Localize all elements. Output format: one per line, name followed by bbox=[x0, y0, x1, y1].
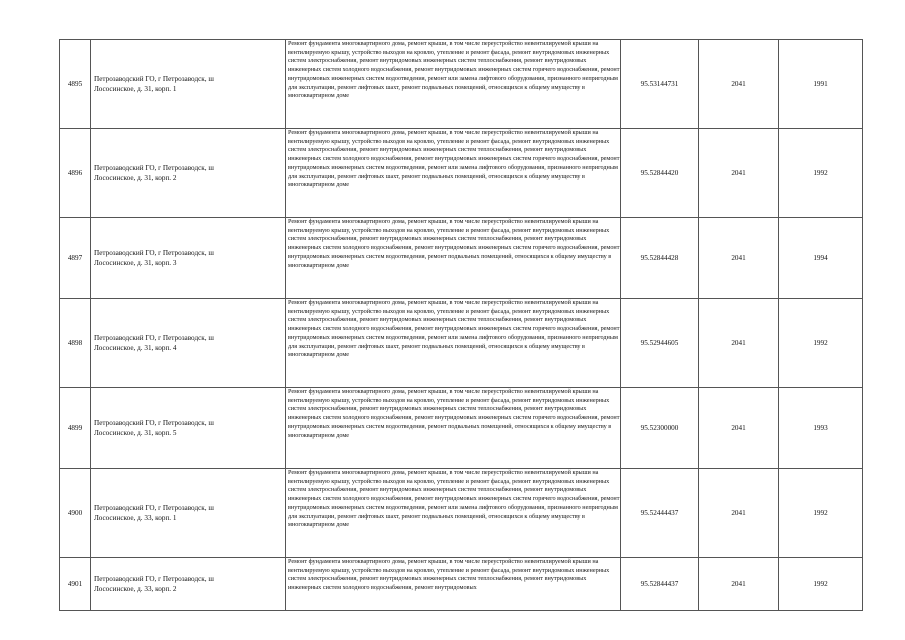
address-line: Петрозаводский ГО, г Петрозаводск, ш bbox=[94, 575, 214, 583]
address-cell bbox=[91, 299, 286, 388]
built-year-cell: 1992 bbox=[779, 558, 863, 611]
works-cell bbox=[286, 388, 621, 469]
table-row bbox=[60, 40, 863, 129]
works-text: Ремонт фундамента многоквартирного дома, ремонт крыши, в том числе переустройство невентилируемой крыши на вентилируемую крышу, устройство выходов на кровлю, утепление и ремонт фасада, ремонт внутридомовых инженерных систем электроснабжения, ремонт внутридомовых инженерных систем теплоснабжения, ремонт внутридомовых инженерных систем холодного водоснабжения, ремонт внутридомовых инженерных систем горячего водоснабжения, ремонт внутридомовых инженерных систем водоотведения, ремонт или замена лифтового оборудования, признанного непригодным для эксплуатации, ремонт лифтовых шахт, ремонт подвальных помещений, относящихся к общему имуществу в многоквартирном доме bbox=[288, 40, 620, 100]
works-cell bbox=[286, 218, 621, 299]
works-text: Ремонт фундамента многоквартирного дома, ремонт крыши, в том числе переустройство невентилируемой крыши на вентилируемую крышу, устройство выходов на кровлю, утепление и ремонт фасада, ремонт внутридомовых инженерных систем электроснабжения, ремонт внутридомовых инженерных систем теплоснабжения, ремонт внутридомовых инженерных систем холодного водоснабжения, ремонт внутридомовых инженерных систем горячего водоснабжения, ремонт внутридомовых инженерных систем водоотведения, ремонт или замена лифтового оборудования, признанного непригодным для эксплуатации, ремонт лифтовых шахт, ремонт подвальных помещений, относящихся к общему имуществу в многоквартирном доме bbox=[288, 129, 620, 189]
address-cell bbox=[91, 129, 286, 218]
address-line: Лососинское, д. 31, корп. 5 bbox=[94, 429, 177, 437]
row-number: 4895 bbox=[60, 40, 91, 129]
built-year-cell: 1992 bbox=[779, 129, 863, 218]
address-line: Петрозаводский ГО, г Петрозаводск, ш bbox=[94, 334, 214, 342]
table-row bbox=[60, 469, 863, 558]
year-cell: 2041 bbox=[699, 218, 779, 299]
year-cell: 2041 bbox=[699, 388, 779, 469]
year-cell: 2041 bbox=[699, 40, 779, 129]
works-text: Ремонт фундамента многоквартирного дома, ремонт крыши, в том числе переустройство невентилируемой крыши на вентилируемую крышу, устройство выходов на кровлю, утепление и ремонт фасада, ремонт внутридомовых инженерных систем электроснабжения, ремонт внутридомовых инженерных систем теплоснабжения, ремонт внутридомовых инженерных систем холодного водоснабжения, ремонт внутридомовых инженерных систем горячего водоснабжения, ремонт внутридомовых инженерных систем водоотведения, ремонт подвальных помещений, относящихся к общему имуществу в многоквартирном доме bbox=[288, 388, 620, 439]
built-year-cell: 1991 bbox=[779, 40, 863, 129]
address-line: Лососинское, д. 31, корп. 2 bbox=[94, 174, 177, 182]
year-cell: 2041 bbox=[699, 129, 779, 218]
cost-cell: 95.52944605 bbox=[621, 299, 699, 388]
works-text: Ремонт фундамента многоквартирного дома, ремонт крыши, в том числе переустройство невентилируемой крыши на вентилируемую крышу, устройство выходов на кровлю, утепление и ремонт фасада, ремонт внутридомовых инженерных систем электроснабжения, ремонт внутридомовых инженерных систем теплоснабжения, ремонт внутридомовых инженерных систем холодного водоснабжения, ремонт внутридомовых инженерных систем горячего водоснабжения, ремонт внутридомовых инженерных систем водоотведения, ремонт или замена лифтового оборудования, признанного непригодным для эксплуатации, ремонт лифтовых шахт, ремонт подвальных помещений, относящихся к общему имуществу в многоквартирном доме bbox=[288, 469, 620, 529]
works-text: Ремонт фундамента многоквартирного дома, ремонт крыши, в том числе переустройство невентилируемой крыши на вентилируемую крышу, устройство выходов на кровлю, утепление и ремонт фасада, ремонт внутридомовых инженерных систем электроснабжения, ремонт внутридомовых инженерных систем теплоснабжения, ремонт внутридомовых инженерных систем холодного водоснабжения, ремонт внутридомовых bbox=[288, 558, 610, 592]
address-cell bbox=[91, 558, 286, 611]
row-number: 4897 bbox=[60, 218, 91, 299]
year-cell: 2041 bbox=[699, 558, 779, 611]
year-cell: 2041 bbox=[699, 469, 779, 558]
address-line: Петрозаводский ГО, г Петрозаводск, ш bbox=[94, 249, 214, 257]
year-cell: 2041 bbox=[699, 299, 779, 388]
address-line: Лососинское, д. 31, корп. 3 bbox=[94, 259, 177, 267]
works-cell bbox=[286, 558, 621, 611]
cost-cell: 95.52844437 bbox=[621, 558, 699, 611]
works-text: Ремонт фундамента многоквартирного дома, ремонт крыши, в том числе переустройство невентилируемой крыши на вентилируемую крышу, устройство выходов на кровлю, утепление и ремонт фасада, ремонт внутридомовых инженерных систем электроснабжения, ремонт внутридомовых инженерных систем теплоснабжения, ремонт внутридомовых инженерных систем холодного водоснабжения, ремонт внутридомовых инженерных систем горячего водоснабжения, ремонт внутридомовых инженерных систем водоотведения, ремонт подвальных помещений, относящихся к общему имуществу в многоквартирном доме bbox=[288, 218, 620, 269]
cost-cell: 95.52844428 bbox=[621, 218, 699, 299]
table-row bbox=[60, 558, 863, 611]
address-line: Петрозаводский ГО, г Петрозаводск, ш bbox=[94, 75, 214, 83]
built-year-cell: 1994 bbox=[779, 218, 863, 299]
works-cell bbox=[286, 299, 621, 388]
address-line: Петрозаводский ГО, г Петрозаводск, ш bbox=[94, 504, 214, 512]
table-row bbox=[60, 388, 863, 469]
address-line: Лососинское, д. 31, корп. 1 bbox=[94, 85, 177, 93]
cost-cell: 95.52844420 bbox=[621, 129, 699, 218]
works-cell bbox=[286, 40, 621, 129]
cost-cell: 95.52444437 bbox=[621, 469, 699, 558]
table-row bbox=[60, 129, 863, 218]
row-number: 4898 bbox=[60, 299, 91, 388]
row-number: 4896 bbox=[60, 129, 91, 218]
row-number: 4899 bbox=[60, 388, 91, 469]
works-cell bbox=[286, 469, 621, 558]
cost-cell: 95.52300000 bbox=[621, 388, 699, 469]
address-cell bbox=[91, 469, 286, 558]
row-number: 4901 bbox=[60, 558, 91, 611]
address-line: Петрозаводский ГО, г Петрозаводск, ш bbox=[94, 164, 214, 172]
cost-cell: 95.53144731 bbox=[621, 40, 699, 129]
table-row bbox=[60, 299, 863, 388]
built-year-cell: 1993 bbox=[779, 388, 863, 469]
address-line: Лососинское, д. 33, корп. 1 bbox=[94, 514, 177, 522]
built-year-cell: 1992 bbox=[779, 299, 863, 388]
address-line: Лососинское, д. 31, корп. 4 bbox=[94, 344, 177, 352]
table-row bbox=[60, 218, 863, 299]
repair-schedule-table bbox=[59, 39, 863, 611]
row-number: 4900 bbox=[60, 469, 91, 558]
address-cell bbox=[91, 388, 286, 469]
works-cell bbox=[286, 129, 621, 218]
address-line: Лососинское, д. 33, корп. 2 bbox=[94, 585, 177, 593]
works-text: Ремонт фундамента многоквартирного дома, ремонт крыши, в том числе переустройство невентилируемой крыши на вентилируемую крышу, устройство выходов на кровлю, утепление и ремонт фасада, ремонт внутридомовых инженерных систем электроснабжения, ремонт внутридомовых инженерных систем теплоснабжения, ремонт внутридомовых инженерных систем холодного водоснабжения, ремонт внутридомовых инженерных систем горячего водоснабжения, ремонт внутридомовых инженерных систем водоотведения, ремонт или замена лифтового оборудования, признанного непригодным для эксплуатации, ремонт лифтовых шахт, ремонт подвальных помещений, относящихся к общему имуществу в многоквартирном доме bbox=[288, 299, 620, 359]
address-cell bbox=[91, 218, 286, 299]
address-cell bbox=[91, 40, 286, 129]
built-year-cell: 1992 bbox=[779, 469, 863, 558]
address-line: Петрозаводский ГО, г Петрозаводск, ш bbox=[94, 419, 214, 427]
